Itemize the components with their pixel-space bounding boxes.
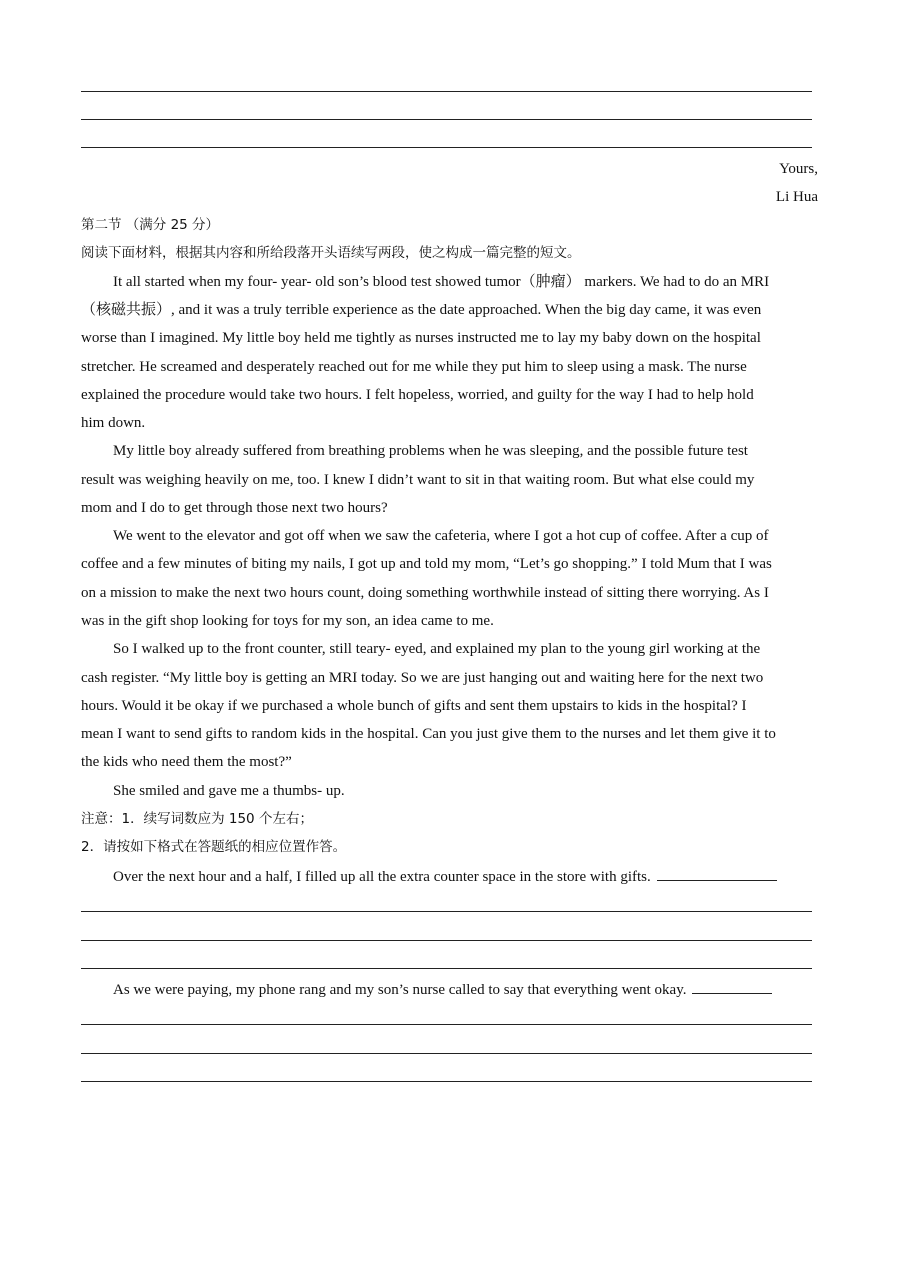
passage-line: So I walked up to the front counter, still teary- eyed, and explained my plan to the young girl working at the (113, 641, 761, 657)
passage-line: coffee and a few minutes of biting my nails, I got up and told my mom, “Let’s go shopping.” I told Mum that I was (81, 556, 772, 572)
letter-signature: Li Hua (775, 189, 818, 205)
passage-line: mom and I do to get through those next two hours? (81, 500, 388, 516)
passage-line: We went to the elevator and got off when we saw the cafeteria, where I got a hot cup of coffee. After a cup of (113, 528, 769, 544)
answer-blank[interactable] (657, 866, 777, 881)
section-instruction: 阅读下面材料，根据其内容和所给段落开头语续写两段，使之构成一篇完整的短文。 (81, 245, 581, 261)
answer-line[interactable] (81, 1053, 812, 1054)
passage-line: hours. Would it be okay if we purchased a whole bunch of gifts and sent them upstairs to kids in the hospital? I (81, 698, 747, 714)
prompt-text: Over the next hour and a half, I filled up all the extra counter space in the store with gifts. (113, 869, 651, 885)
passage-line: stretcher. He screamed and desperately reached out for me while they put him to sleep using a mask. The nurse (81, 359, 747, 375)
answer-line (81, 147, 812, 148)
continuation-prompt-1 (113, 866, 853, 887)
note-format: 2．请按如下格式在答题纸的相应位置作答。 (81, 839, 347, 855)
prompt-text: As we were paying, my phone rang and my son’s nurse called to say that everything went okay. (113, 982, 687, 998)
continuation-prompt-2 (113, 979, 853, 1000)
passage-line: cash register. “My little boy is getting an MRI today. So we are just hanging out and waiting here for the next two (81, 670, 764, 686)
passage-line: the kids who need them the most?” (81, 754, 292, 770)
passage-line: was in the gift shop looking for toys for my son, an idea came to me. (81, 613, 494, 629)
passage-line: on a mission to make the next two hours count, doing something worthwhile instead of sitting there worrying. As I (81, 585, 769, 601)
answer-blank[interactable] (692, 979, 772, 994)
passage-line: It all started when my four- year- old son’s blood test showed tumor（肿瘤） markers. We had to do an MRI (113, 274, 770, 290)
answer-line[interactable] (81, 940, 812, 941)
passage-line: him down. (81, 415, 146, 431)
letter-closing: Yours, (779, 161, 818, 177)
passage-line: explained the procedure would take two hours. I felt hopeless, worried, and guilty for the way I had to help hold (81, 387, 754, 403)
answer-line[interactable] (81, 911, 812, 912)
section-heading: 第二节 （满分 25 分） (81, 217, 220, 233)
answer-line[interactable] (81, 968, 812, 969)
passage-line: She smiled and gave me a thumbs- up. (113, 783, 345, 799)
passage-line: My little boy already suffered from breathing problems when he was sleeping, and the possible future test (113, 443, 748, 459)
answer-line (81, 119, 812, 120)
note-word-count: 注意：1．续写词数应为 150 个左右； (81, 811, 313, 827)
passage-line: （核磁共振）, and it was a truly terrible experience as the date approached. When the big day came, it was even (81, 302, 762, 318)
passage-line: worse than I imagined. My little boy held me tightly as nurses instructed me to lay my baby down on the hospital (81, 330, 761, 346)
answer-line[interactable] (81, 1081, 812, 1082)
answer-line (81, 91, 812, 92)
answer-line[interactable] (81, 1024, 812, 1025)
passage-line: mean I want to send gifts to random kids in the hospital. Can you just give them to the nurses and let them give it to (81, 726, 776, 742)
passage-line: result was weighing heavily on me, too. I knew I didn’t want to sit in that waiting room. But what else could my (81, 472, 755, 488)
